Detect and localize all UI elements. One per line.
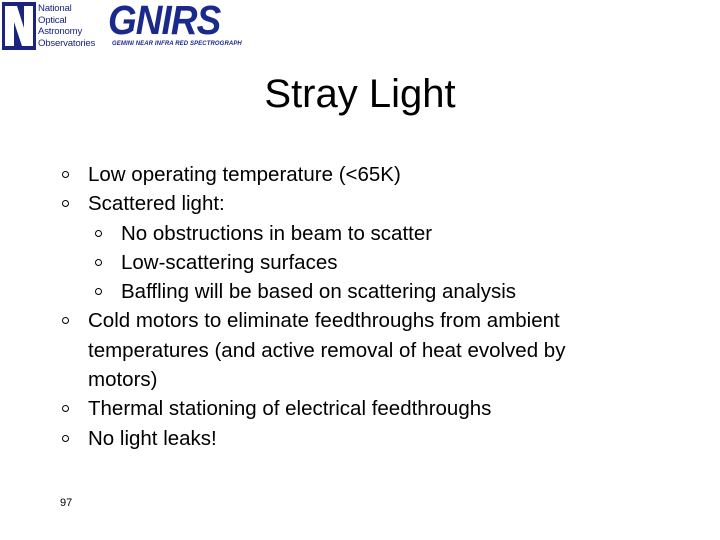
- bullet-item: [64, 394, 624, 423]
- bullet-item: [64, 306, 624, 335]
- bullet-icon: [95, 230, 102, 237]
- sub-bullet-item: [64, 219, 624, 248]
- bullet-text: Scattered light:: [88, 192, 225, 216]
- noao-mark-icon: [2, 2, 36, 50]
- slide-title: [0, 70, 720, 118]
- bullet-list: [64, 160, 624, 453]
- bullet-item: [64, 189, 624, 218]
- gnirs-title: GNIRS: [108, 0, 221, 43]
- gnirs-logo: [108, 0, 242, 52]
- bullet-item: [64, 160, 624, 189]
- noao-line: Observatories: [38, 37, 96, 49]
- bullet-text: motors): [88, 368, 158, 392]
- sub-bullet-text: No obstructions in beam to scatter: [121, 221, 433, 245]
- bullet-icon: [62, 171, 69, 178]
- noao-line: Optical: [38, 14, 67, 26]
- bullet-text: Cold motors to eliminate feedthroughs from ambient: [88, 309, 560, 333]
- noao-line: National: [38, 3, 72, 14]
- sub-bullet-text: Baffling will be based on scattering analysis: [121, 280, 517, 304]
- bullet-text: No light leaks!: [88, 426, 217, 450]
- gnirs-subtitle: GEMINI NEAR INFRA RED SPECTROGRAPH: [112, 41, 242, 47]
- bullet-continuation: [64, 336, 624, 365]
- bullet-icon: [62, 405, 69, 412]
- bullet-icon: [62, 317, 69, 324]
- noao-line: Astronomy: [38, 26, 83, 37]
- bullet-icon: [95, 288, 102, 295]
- bullet-icon: [95, 259, 102, 266]
- sub-bullet-text: Low-scattering surfaces: [121, 250, 338, 274]
- bullet-text: Thermal stationing of electrical feedthroughs: [88, 397, 492, 421]
- page-number: 97: [60, 497, 73, 509]
- noao-text: [38, 3, 106, 49]
- bullet-continuation: [64, 365, 624, 394]
- noao-logo: [2, 2, 106, 52]
- sub-bullet-item: [64, 277, 624, 306]
- bullet-text: Low operating temperature (<65K): [88, 163, 401, 186]
- bullet-icon: [62, 435, 69, 442]
- bullet-text: temperatures (and active removal of heat evolved by: [88, 338, 566, 362]
- sub-bullet-item: [64, 248, 624, 277]
- slide-title-text: Stray Light: [264, 72, 456, 116]
- bullet-item: [64, 424, 624, 453]
- bullet-icon: [62, 200, 69, 207]
